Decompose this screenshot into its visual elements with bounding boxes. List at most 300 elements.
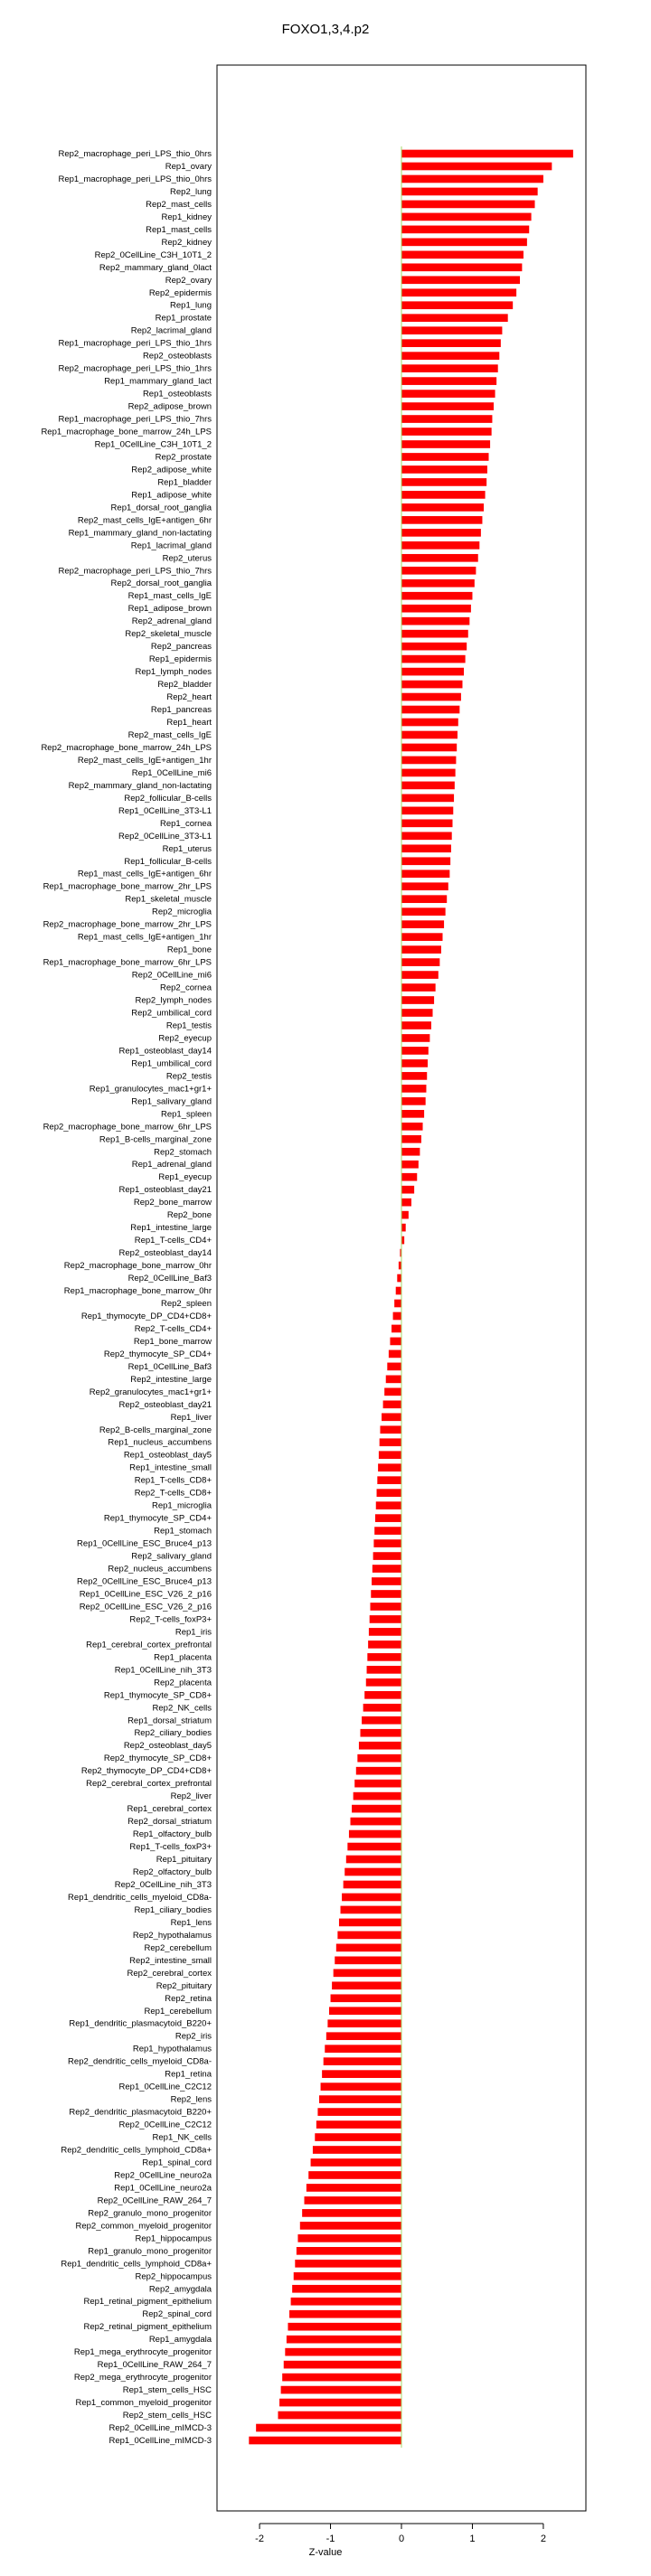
bar	[401, 895, 447, 903]
bar	[401, 782, 455, 790]
bar	[401, 996, 434, 1004]
bar	[401, 1097, 426, 1105]
category-label: Rep2_T-cells_foxP3+	[129, 1614, 212, 1625]
category-label: Rep1_cerebellum	[144, 2006, 212, 2017]
category-label: Rep1_0CellLine_3T3-L1	[118, 805, 212, 816]
bar	[379, 1451, 401, 1459]
category-label: Rep1_0CellLine_ESC_Bruce4_p13	[77, 1538, 212, 1549]
bar	[356, 1767, 401, 1775]
category-label: Rep2_thymocyte_SP_CD4+	[103, 1349, 212, 1359]
category-label: Rep2_cerebral_cortex	[127, 1968, 212, 1979]
category-label: Rep2_dorsal_root_ganglia	[110, 578, 212, 589]
category-label: Rep2_epidermis	[148, 287, 212, 298]
bar	[401, 1161, 419, 1169]
category-label: Rep1_bone_marrow	[133, 1336, 212, 1347]
bar	[372, 1577, 401, 1585]
category-label: Rep2_mast_cells_IgE+antigen_6hr	[77, 515, 212, 526]
category-label: Rep1_lens	[170, 1917, 212, 1928]
category-label: Rep1_mast_cells	[146, 224, 212, 235]
category-label: Rep2_mast_cells	[146, 199, 212, 210]
bar	[401, 1085, 426, 1093]
bar	[401, 516, 482, 524]
bar	[401, 1211, 409, 1219]
category-label: Rep1_hypothalamus	[132, 2044, 212, 2054]
category-label: Rep2_thymocyte_SP_CD8+	[103, 1753, 212, 1764]
category-label: Rep1_spleen	[161, 1109, 212, 1120]
bar	[401, 579, 475, 588]
bar	[363, 1704, 401, 1712]
bar	[279, 2399, 401, 2407]
bar	[401, 1021, 431, 1029]
bar	[339, 1919, 401, 1927]
bar	[401, 819, 452, 827]
category-label: Rep1_heart	[166, 718, 212, 729]
bar	[375, 1514, 401, 1522]
category-label: Rep2_iris	[175, 2031, 212, 2042]
bar	[401, 807, 453, 815]
bar	[401, 1199, 411, 1207]
bar	[401, 213, 532, 221]
bar	[401, 832, 452, 840]
category-label: Rep2_eyecup	[158, 1033, 212, 1044]
bar	[368, 1641, 401, 1649]
bar	[335, 1957, 401, 1965]
bar	[393, 1312, 401, 1321]
category-label: Rep1_adipose_white	[131, 490, 212, 501]
category-label: Rep1_intestine_small	[129, 1462, 212, 1473]
bar	[313, 2146, 401, 2154]
x-tick-label: 0	[398, 2534, 405, 2544]
bar	[401, 643, 467, 651]
category-label: Rep2_adrenal_gland	[131, 616, 212, 627]
bar	[401, 440, 490, 448]
bar	[401, 301, 513, 309]
category-label: Rep2_dendritic_cells_lymphoid_CD8a+	[61, 2145, 212, 2156]
category-label: Rep2_salivary_gland	[131, 1551, 212, 1562]
category-label: Rep2_liver	[170, 1791, 212, 1802]
bar	[401, 1047, 429, 1055]
bar	[373, 1539, 401, 1547]
category-label: Rep2_heart	[166, 692, 212, 703]
bar	[360, 1729, 401, 1737]
bar	[401, 541, 479, 550]
category-label: Rep2_0CellLine_ESC_Bruce4_p13	[77, 1576, 212, 1587]
bar	[384, 1388, 401, 1396]
bar	[369, 1628, 401, 1636]
category-label: Rep1_macrophage_bone_marrow_24h_LPS	[41, 427, 212, 437]
category-label: Rep1_mega_erythrocyte_progenitor	[73, 2347, 212, 2358]
bar	[401, 478, 486, 486]
bar	[392, 1325, 401, 1333]
category-label: Rep2_skeletal_muscle	[125, 629, 212, 640]
bar	[354, 1780, 401, 1788]
category-label: Rep1_salivary_gland	[131, 1096, 212, 1107]
category-label: Rep1_epidermis	[148, 654, 212, 665]
bar	[287, 2336, 401, 2344]
bar	[373, 1552, 401, 1560]
category-label: Rep1_mammary_gland_lact	[104, 376, 212, 387]
category-label: Rep2_macrophage_bone_marrow_0hr	[63, 1261, 212, 1272]
category-label: Rep1_0CellLine_Baf3	[127, 1361, 212, 1372]
bar	[387, 1363, 401, 1371]
category-label: Rep1_uterus	[162, 843, 212, 854]
bar	[297, 2247, 401, 2255]
bar	[401, 428, 492, 436]
bar	[370, 1603, 401, 1611]
category-label: Rep1_thymocyte_SP_CD4+	[103, 1513, 212, 1524]
category-label: Rep1_cerebral_cortex	[127, 1804, 212, 1815]
bar	[324, 2057, 401, 2065]
category-label: Rep1_B-cells_marginal_zone	[99, 1134, 212, 1145]
category-label: Rep1_0CellLine_C3H_10T1_2	[94, 439, 212, 450]
category-label: Rep1_microglia	[151, 1500, 212, 1511]
category-label: Rep2_cerebral_cortex_prefrontal	[86, 1779, 212, 1790]
bar	[397, 1274, 401, 1283]
bar	[401, 377, 496, 385]
category-label: Rep1_mammary_gland_non-lactating	[68, 528, 212, 539]
category-label: Rep2_spinal_cord	[142, 2309, 212, 2320]
bar	[401, 844, 451, 852]
category-label: Rep1_macrophage_bone_marrow_0hr	[63, 1286, 212, 1297]
category-label: Rep2_macrophage_bone_marrow_6hr_LPS	[42, 1122, 212, 1133]
bar	[401, 226, 529, 234]
category-label: Rep2_thymocyte_DP_CD4+CD8+	[80, 1766, 212, 1777]
bar	[383, 1400, 401, 1408]
category-label: Rep1_dendritic_cells_myeloid_CD8a-	[68, 1892, 212, 1903]
category-label: Rep1_0CellLine_RAW_264_7	[97, 2360, 212, 2371]
bar	[401, 314, 508, 322]
bar	[352, 1805, 401, 1813]
category-label: Rep1_granulo_mono_progenitor	[88, 2246, 212, 2257]
category-label: Rep1_mast_cells_IgE+antigen_6hr	[77, 869, 212, 879]
bar	[401, 567, 476, 575]
category-label: Rep2_osteoblasts	[142, 351, 212, 362]
category-label: Rep2_mast_cells_IgE	[127, 729, 212, 740]
bar	[401, 1009, 433, 1017]
category-label: Rep2_granulo_mono_progenitor	[88, 2208, 212, 2219]
category-label: Rep2_cornea	[159, 982, 212, 993]
category-label: Rep1_0CellLine_ESC_V26_2_p16	[79, 1589, 212, 1600]
category-label: Rep1_spinal_cord	[142, 2158, 212, 2168]
bar	[401, 465, 487, 474]
bar	[401, 719, 458, 727]
bar	[315, 2133, 401, 2141]
category-label: Rep2_adipose_brown	[127, 401, 212, 412]
category-label: Rep1_osteoblasts	[142, 389, 212, 400]
category-label: Rep1_eyecup	[158, 1172, 212, 1183]
bar	[329, 2007, 401, 2015]
category-label: Rep2_osteoblast_day5	[123, 1741, 212, 1752]
category-label: Rep2_placenta	[154, 1678, 212, 1688]
bar	[354, 1792, 401, 1800]
bar	[382, 1413, 401, 1421]
bar	[401, 1186, 414, 1194]
bar	[292, 2285, 401, 2293]
bar	[401, 402, 494, 410]
bar	[396, 1287, 401, 1295]
category-label: Rep2_ovary	[165, 275, 212, 286]
category-label: Rep1_0CellLine_neuro2a	[114, 2183, 212, 2194]
bar	[401, 529, 481, 537]
category-label: Rep2_olfactory_bulb	[132, 1866, 212, 1877]
bar	[308, 2171, 401, 2179]
bar	[346, 1856, 401, 1864]
bar	[334, 1969, 401, 1977]
category-label: Rep2_0CellLine_nih_3T3	[114, 1879, 212, 1890]
category-label: Rep2_ciliary_bodies	[134, 1728, 212, 1739]
category-label: Rep2_cerebellum	[144, 1942, 212, 1953]
category-label: Rep2_prostate	[155, 452, 212, 463]
category-label: Rep1_olfactory_bulb	[132, 1829, 212, 1840]
category-label: Rep1_lacrimal_gland	[130, 541, 212, 551]
bar	[378, 1463, 401, 1471]
category-label: Rep2_T-cells_CD8+	[134, 1488, 212, 1499]
bar	[401, 188, 538, 196]
category-label: Rep2_hypothalamus	[132, 1930, 212, 1941]
category-label: Rep2_macrophage_peri_LPS_thio_1hrs	[58, 363, 212, 374]
bar	[401, 364, 498, 372]
bar	[401, 175, 543, 183]
category-label: Rep2_bone_marrow	[133, 1198, 212, 1208]
category-label: Rep2_macrophage_bone_marrow_24h_LPS	[41, 742, 212, 753]
bar	[401, 668, 464, 676]
bar	[288, 2323, 401, 2331]
category-label: Rep1_prostate	[155, 313, 212, 324]
bar	[401, 769, 456, 777]
bar	[285, 2348, 401, 2356]
category-label: Rep2_macrophage_bone_marrow_2hr_LPS	[42, 919, 212, 930]
bar	[337, 1932, 401, 1940]
bar	[401, 352, 499, 360]
bar	[319, 2095, 401, 2103]
category-label: Rep2_B-cells_marginal_zone	[99, 1424, 212, 1435]
category-label: Rep2_lung	[170, 186, 212, 197]
bar	[401, 1123, 423, 1131]
bar	[344, 1881, 401, 1889]
category-label: Rep1_common_myeloid_progenitor	[75, 2398, 212, 2409]
bar	[297, 2234, 401, 2242]
bar	[367, 1666, 401, 1674]
category-label: Rep1_placenta	[154, 1652, 212, 1663]
category-label: Rep1_0CellLine_nih_3T3	[114, 1665, 212, 1676]
category-label: Rep2_pituitary	[156, 1980, 212, 1991]
category-label: Rep1_NK_cells	[152, 2132, 212, 2143]
category-label: Rep1_stomach	[154, 1526, 212, 1537]
category-label: Rep2_mammary_gland_non-lactating	[68, 780, 212, 791]
category-label: Rep2_amygdala	[148, 2284, 212, 2295]
bar	[401, 250, 524, 259]
bar	[294, 2272, 401, 2280]
bar	[401, 945, 441, 954]
category-label: Rep1_0CellLine_C2C12	[118, 2082, 212, 2092]
bar	[401, 630, 468, 638]
bar	[401, 150, 573, 158]
bar	[401, 592, 472, 600]
category-label: Rep2_0CellLine_Baf3	[127, 1274, 212, 1284]
category-label: Rep2_intestine_large	[130, 1374, 212, 1385]
category-label: Rep1_dendritic_cells_lymphoid_CD8a+	[61, 2259, 212, 2270]
bar	[401, 794, 454, 803]
bar	[401, 605, 471, 613]
category-label: Rep1_0CellLine_mIMCD-3	[108, 2436, 212, 2446]
category-label: Rep1_ovary	[165, 161, 212, 172]
bar	[401, 907, 446, 916]
bar	[401, 983, 436, 992]
category-label: Rep1_dendritic_plasmacytoid_B220+	[69, 2018, 212, 2029]
x-tick-label: -1	[326, 2534, 335, 2544]
category-label: Rep1_retina	[165, 2069, 212, 2080]
category-label: Rep2_nucleus_accumbens	[108, 1564, 212, 1575]
bar	[401, 757, 456, 765]
bar	[342, 1894, 401, 1902]
category-label: Rep2_follicular_B-cells	[124, 793, 212, 804]
category-label: Rep2_bladder	[157, 680, 212, 691]
bar	[366, 1678, 401, 1687]
category-label: Rep1_nucleus_accumbens	[108, 1437, 212, 1448]
bar	[401, 920, 444, 928]
category-label: Rep2_testis	[165, 1071, 212, 1082]
category-label: Rep2_0CellLine_ESC_V26_2_p16	[79, 1602, 212, 1612]
category-label: Rep1_macrophage_peri_LPS_thio_7hrs	[58, 414, 212, 425]
category-label: Rep1_macrophage_peri_LPS_thio_1hrs	[58, 338, 212, 349]
category-label: Rep1_lung	[170, 300, 212, 311]
bar	[401, 1224, 406, 1232]
category-label: Rep2_0CellLine_C3H_10T1_2	[94, 249, 212, 260]
category-label: Rep1_cerebral_cortex_prefrontal	[86, 1640, 212, 1650]
category-label: Rep2_osteoblast_day14	[118, 1248, 212, 1259]
category-label: Rep2_mammary_gland_0lact	[99, 262, 212, 273]
bar	[401, 554, 478, 562]
bar	[347, 1843, 401, 1851]
bar	[401, 933, 443, 941]
category-label: Rep1_osteoblast_day21	[118, 1185, 212, 1196]
bar	[326, 2032, 401, 2040]
bar	[380, 1425, 401, 1434]
category-label: Rep1_bladder	[157, 477, 212, 488]
bar	[377, 1476, 401, 1484]
category-label: Rep1_T-cells_CD4+	[134, 1236, 212, 1246]
bar	[401, 744, 457, 752]
bar	[341, 1906, 401, 1914]
bar	[374, 1527, 401, 1535]
category-label: Rep2_NK_cells	[152, 1703, 212, 1714]
bar	[331, 1994, 401, 2002]
bar	[302, 2209, 401, 2217]
x-tick-label: 2	[540, 2534, 546, 2544]
category-label: Rep2_retina	[165, 1993, 212, 2004]
category-label: Rep1_stem_cells_HSC	[122, 2385, 212, 2396]
bar	[256, 2424, 401, 2432]
bar	[401, 882, 448, 890]
category-label: Rep1_mast_cells_IgE	[127, 591, 212, 602]
bar	[282, 2374, 401, 2382]
bar	[289, 2310, 401, 2318]
category-label: Rep1_intestine_large	[130, 1223, 212, 1234]
category-label: Rep2_0CellLine_mIMCD-3	[108, 2423, 212, 2434]
bar	[295, 2260, 401, 2268]
bar	[373, 1565, 401, 1573]
bar	[401, 1110, 424, 1118]
category-label: Rep1_amygdala	[148, 2335, 212, 2346]
category-label: Rep1_skeletal_muscle	[125, 894, 212, 905]
category-label: Rep1_cornea	[159, 818, 212, 829]
bar	[316, 2120, 401, 2129]
category-label: Rep1_bone	[166, 945, 212, 955]
bar	[307, 2184, 401, 2192]
bar	[401, 1034, 429, 1042]
category-label: Rep1_macrophage_peri_LPS_thio_0hrs	[58, 174, 212, 184]
category-label: Rep1_iris	[175, 1627, 212, 1638]
bar	[401, 655, 466, 663]
bar	[376, 1501, 401, 1509]
bar	[327, 2019, 401, 2027]
category-label: Rep1_mast_cells_IgE+antigen_1hr	[77, 932, 212, 943]
bar	[344, 1868, 401, 1876]
bar	[401, 263, 522, 271]
x-tick-label: 1	[469, 2534, 476, 2544]
bar	[357, 1754, 401, 1763]
bar	[336, 1944, 401, 1952]
category-label: Rep1_hippocampus	[135, 2233, 212, 2244]
bar	[249, 2437, 401, 2445]
category-label: Rep1_umbilical_cord	[131, 1058, 212, 1069]
bar	[401, 1173, 417, 1181]
bar	[305, 2196, 401, 2205]
category-label: Rep2_intestine_small	[129, 1955, 212, 1966]
category-label: Rep2_spleen	[161, 1298, 212, 1309]
bar	[401, 857, 450, 865]
category-label: Rep2_lens	[170, 2094, 212, 2105]
category-label: Rep1_macrophage_bone_marrow_2hr_LPS	[42, 881, 212, 892]
category-label: Rep1_kidney	[161, 212, 212, 222]
bar	[401, 870, 449, 878]
category-label: Rep1_granulocytes_mac1+gr1+	[89, 1084, 212, 1095]
bar	[278, 2411, 401, 2420]
category-label: Rep1_osteoblast_day5	[123, 1450, 212, 1461]
bar	[401, 617, 469, 625]
bar	[401, 339, 501, 347]
bar	[401, 693, 461, 701]
bar	[349, 1830, 401, 1838]
bar	[401, 503, 484, 512]
bar	[284, 2361, 401, 2369]
category-label: Rep1_follicular_B-cells	[124, 856, 212, 867]
bar	[401, 390, 495, 398]
category-label: Rep2_lacrimal_gland	[130, 325, 212, 336]
category-label: Rep1_adrenal_gland	[131, 1160, 212, 1170]
bar	[317, 2108, 401, 2116]
category-label: Rep2_0CellLine_3T3-L1	[118, 831, 212, 841]
category-label: Rep1_T-cells_foxP3+	[129, 1842, 212, 1853]
bar	[401, 163, 552, 171]
bar	[377, 1489, 401, 1497]
bar	[401, 731, 458, 739]
chart-title: FOXO1,3,4.p2	[281, 22, 370, 37]
bar	[401, 1135, 421, 1143]
category-label: Rep2_pancreas	[150, 642, 212, 653]
bar	[300, 2222, 401, 2230]
bar	[401, 1072, 427, 1080]
category-label: Rep2_dorsal_striatum	[127, 1817, 212, 1828]
category-label: Rep1_thymocyte_DP_CD4+CD8+	[80, 1311, 212, 1321]
category-label: Rep1_dorsal_root_ganglia	[110, 503, 212, 513]
category-label: Rep2_retinal_pigment_epithelium	[83, 2322, 212, 2333]
bar	[359, 1742, 401, 1750]
category-label: Rep2_granulocytes_mac1+gr1+	[89, 1387, 212, 1397]
bar	[321, 2082, 401, 2091]
bar	[401, 201, 535, 209]
category-label: Rep2_dendritic_plasmacytoid_B220+	[69, 2107, 212, 2118]
